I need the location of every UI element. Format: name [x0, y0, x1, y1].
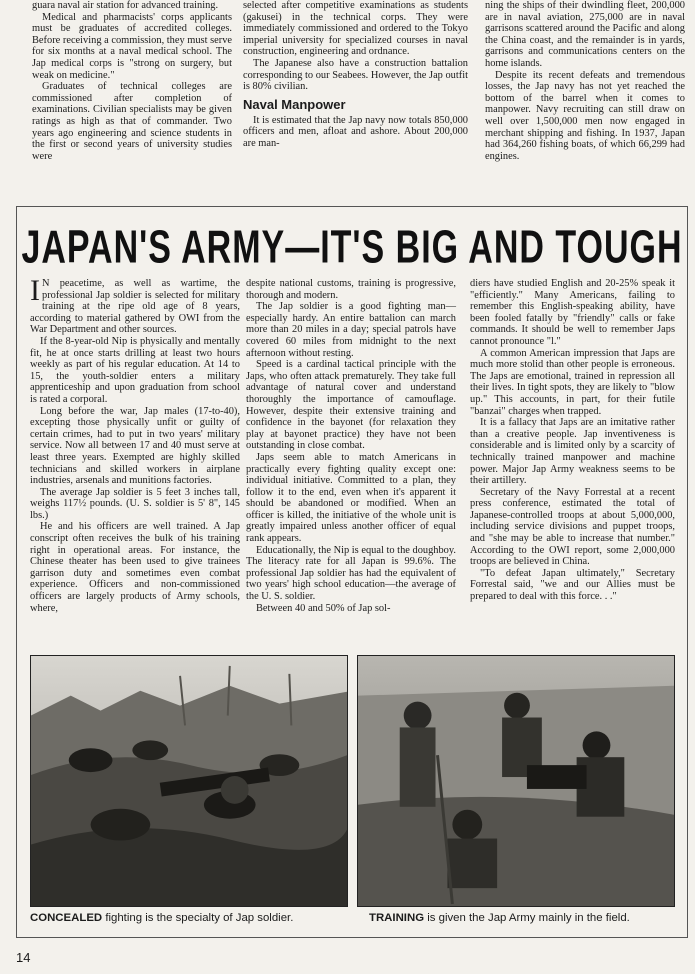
- paragraph: If the 8-year-old Nip is physically and mentally fit, he at once starts drilling at least two hours weekly as part of his regular education. At 14 to 15, the youth-soldier enters a military apprenticeship and upon graduation from school is rated a corporal.: [30, 335, 240, 405]
- paragraph: Secretary of the Navy Forrestal at a recent press conference, estimated the total of Japanese-controlled troops at about 5,000,000, including service divisions and puppet troops, and "she may be able to increase that number." According to the OWI report, some 2,000,000 troops are believed in China.: [470, 486, 675, 568]
- caption-lead: TRAINING: [369, 912, 425, 924]
- article-headline: JAPAN'S ARMY—IT'S BIG AND TOUGH: [21, 222, 683, 274]
- article-column-1: [30, 274, 240, 614]
- paragraph: He and his officers are well trained. A Jap conscript often receives the bulk of his training right in operational areas. For instance, the Chinese theater has been used to give trainees garrison duty and sometimes even combat experience. Officers and non-commissioned officers are largely products of Army schools, where,: [30, 521, 240, 614]
- paragraph: Speed is a cardinal tactical principle with the Japs, who often attack prematurely. They take full advantage of natural cover and understand thoroughly the importance of camouflage. However, despite their extensive training and confidence in the bayonet (for relaxation they play at bayonet practice) they have not been outstanding in close combat.: [246, 359, 456, 452]
- article-column-3: [470, 278, 675, 603]
- paragraph: Despite its recent defeats and tremendous losses, the Jap navy has not yet reached the bottom of the barrel when it comes to manpower. Navy recruiting can still draw on well over 1,500,000 men now engaged in merchant shipping and fishing. In 1937, Japan had 364,260 fishing boats, of which 66,299 had engines.: [485, 69, 685, 162]
- paragraph: "To defeat Japan ultimately," Secretary Forrestal said, "we and our Allies must be prepared to deal with this force. . .": [470, 567, 675, 603]
- soldiers-training-photo: [357, 655, 675, 907]
- paragraph: diers have studied English and 20-25% speak it "efficiently." Many Americans, failing to remember this English-speaking ability, have been fooled fatally by "friendly" calls or fake commands. It should be well to remember Japs cannot pronounce "l.": [470, 278, 675, 347]
- page-number: 14: [16, 950, 31, 965]
- section-subhead: Naval Manpower: [243, 96, 346, 112]
- paragraph: guara naval air station for advanced training.: [32, 0, 219, 11]
- paragraph: The average Jap soldier is 5 feet 3 inches tall, weighs 117½ pounds. (U. S. soldier is 5' 8", 145 lbs.): [30, 486, 240, 521]
- soldiers-in-trench-photo: [30, 655, 348, 907]
- paragraph: Japs seem able to match Americans in practically every fighting quality except one: individual initiative. Committed to a plan, they follow it to the end, even when it's apparent it should be abandoned or modified. When an officer is killed, the initiative of the whole unit is greatly impaired unless another officer of equal rank appears.: [246, 451, 456, 545]
- top-column-1: [32, 0, 232, 162]
- paragraph: Educationally, the Nip is equal to the doughboy. The literacy rate for all Japan is 99.6%. The professional Jap soldier has had the equivalent of two years' high school education—the average of the U. S. soldier.: [246, 544, 456, 603]
- right-photo-caption: [369, 911, 630, 925]
- paragraph: Medical and pharmacists' corps applicants must be graduates of accredited colleges. Before receiving a commission, they must serve for six months at a naval medical school. The Jap medical corps is "strong on surgery, but weak on medicine.": [32, 11, 232, 81]
- top-column-2: [243, 0, 468, 150]
- paragraph: It is a fallacy that Japs are an imitative rather than a creative people. Jap inventiveness is considerable and is limited only by a scarcity of technically trained manpower and machine power. Major Jap Army weakness seems to be their artillery.: [470, 417, 675, 487]
- drop-cap: I: [30, 274, 40, 307]
- paragraph: Graduates of technical colleges are commissioned after completion of examinations. Civilian specialists may be given ratings as high as that of commander. Two years ago engineering and science students in the first or second years of university studies were: [32, 81, 232, 162]
- paragraph: The Jap soldier is a good fighting man—especially hardy. An entire battalion can march more than 20 miles in a day; special patrols have covered 60 miles from midnight to the next afternoon without resting.: [246, 301, 456, 359]
- paragraph: Between 40 and 50% of Jap sol-: [256, 602, 391, 614]
- paragraph: A common American impression that Japs are much more stolid than other people is erroneous. The Japs are emotional, trained in repression all their lives. In tight spots, they are likely to "blow up." This accounts, in part, for their futile "banzai" charges when trapped.: [470, 347, 675, 417]
- top-column-3: [485, 0, 685, 162]
- paragraph: The Japanese also have a construction battalion corresponding to our Seabees. However, the Jap outfit is 80% civilian.: [243, 57, 468, 93]
- paragraph: selected after competitive examinations as students (gakusei) in the technical corps. They were immediately commissioned and ordered to the Tokyo imperial university for specialized courses in naval construction, engineering and ordnance.: [243, 0, 468, 58]
- caption-text: is given the Jap Army mainly in the field.: [424, 912, 630, 924]
- article-column-2: [246, 278, 456, 614]
- lead-paragraph: [30, 274, 240, 336]
- paragraph: Long before the war, Jap males (17-to-40), excepting those physically unfit or guilty of certain crimes, had to put in two years' military service. Now all between 17 and 40 must serve at least three years. Exempted are highly skilled technicians and skilled workers in airplane industries, arsenals and munitions factories.: [30, 405, 240, 487]
- paragraph: despite national customs, training is progressive, thorough and modern.: [246, 278, 456, 301]
- lead-text: N peacetime, as well as wartime, the professional Jap soldier is selected for military training at the ripe old age of 8 years, according to material gathered by OWI from the War Department and other sources.: [30, 278, 240, 336]
- paragraph: ning the ships of their dwindling fleet, 200,000 are in naval aviation, 275,000 are in naval garrisons scattered around the Pacific and along the China coast, and the remainder is in yards, garrisons and communications centers on the home islands.: [485, 0, 685, 69]
- left-photo-caption: [30, 911, 293, 925]
- caption-text: fighting is the specialty of Jap soldier.: [102, 912, 294, 924]
- caption-lead: CONCEALED: [30, 912, 103, 924]
- paragraph: It is estimated that the Jap navy now totals 850,000 officers and men, afloat and ashore. About 200,000 are man-: [243, 114, 468, 149]
